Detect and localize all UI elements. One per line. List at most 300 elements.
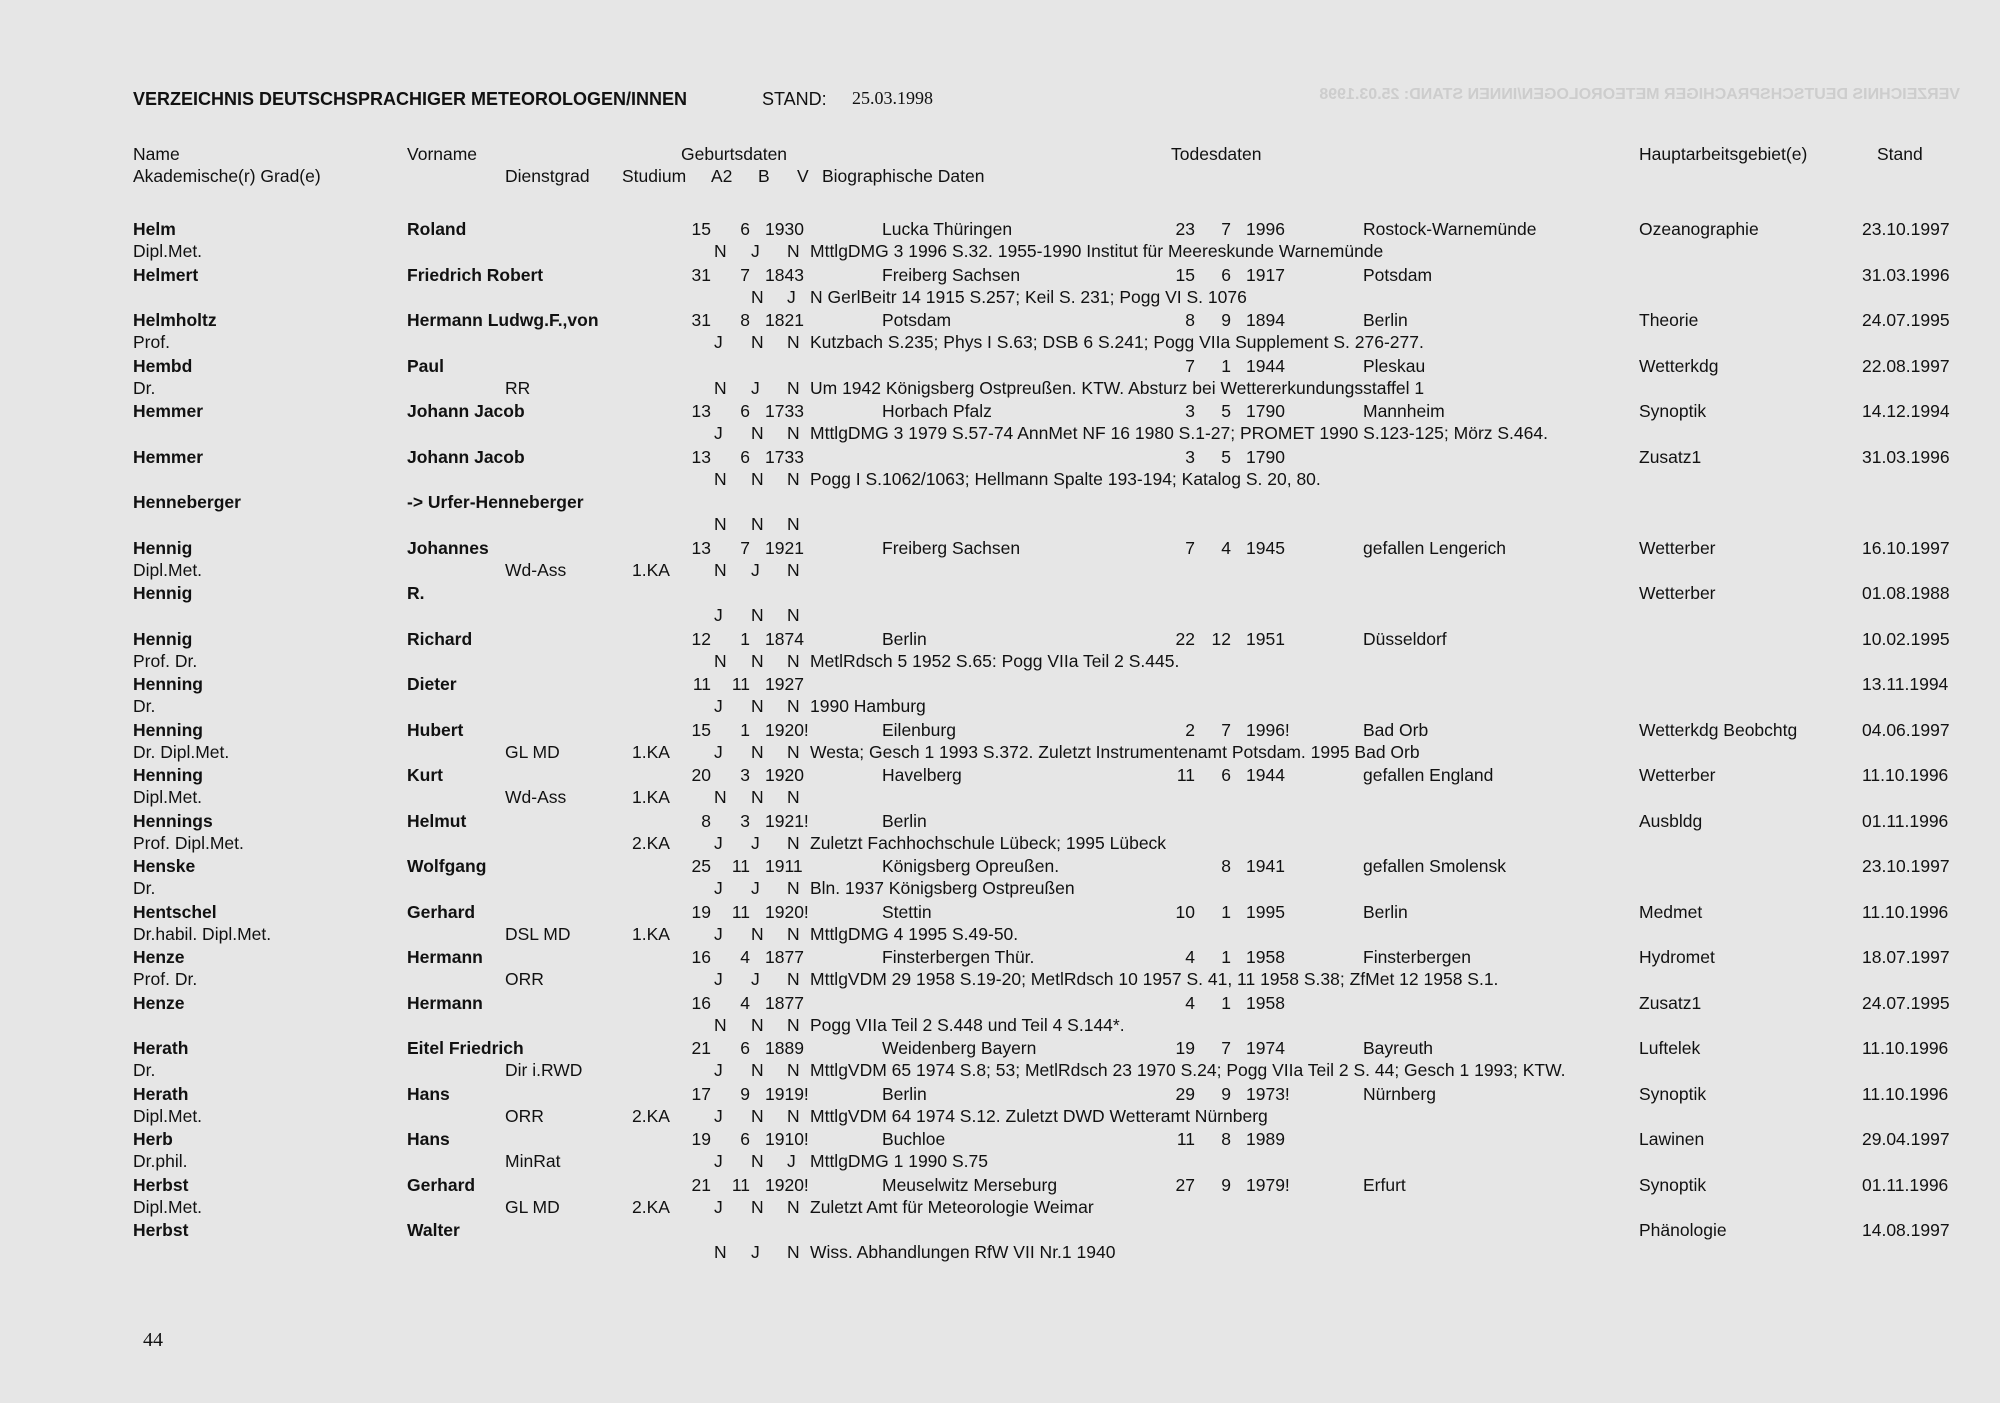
birth-year: 1733: [765, 446, 804, 467]
academic-degree: Dipl.Met.: [133, 787, 203, 807]
birth-year: 1919!: [765, 1083, 809, 1104]
entry-first-name: Helmut: [407, 810, 467, 831]
flag-v: J: [787, 1151, 796, 1171]
stand-label: STAND:: [762, 89, 827, 109]
flag-b: N: [751, 514, 764, 534]
col-header-vorname: Vorname: [407, 144, 478, 164]
stand-date: 11.10.1996: [1862, 1038, 1949, 1058]
flag-a2: N: [714, 1242, 727, 1262]
birth-year: 1733: [765, 401, 804, 421]
death-month: 1: [1221, 901, 1231, 922]
entry-row: [0, 765, 2000, 787]
flag-b: N: [751, 696, 764, 716]
flag-b: J: [751, 377, 760, 398]
entry-name: Henze: [133, 992, 185, 1013]
birth-day: 12: [691, 628, 711, 649]
entry-detail-row: [0, 423, 2000, 445]
stand-date: 11.10.1996: [1862, 901, 1949, 922]
birth-place: Buchloe: [882, 1129, 946, 1149]
flag-v: N: [787, 787, 800, 807]
flag-v: N: [787, 241, 800, 261]
death-day: 7: [1185, 537, 1195, 558]
stand-date: 23.10.1997: [1862, 219, 1950, 239]
flag-b: N: [751, 1105, 764, 1126]
birth-day: 21: [691, 1174, 711, 1195]
stand-date: 16.10.1997: [1862, 537, 1950, 558]
birth-month: 3: [740, 810, 750, 831]
academic-degree: Dr.: [133, 878, 156, 898]
biographical-data: N GerlBeitr 14 1915 S.257; Keil S. 231; Pogg VI S. 1076: [810, 286, 1247, 307]
flag-v: N: [787, 832, 800, 853]
entry-row: [0, 492, 2000, 514]
study: 1.KA: [632, 741, 670, 762]
flag-b: N: [751, 1014, 764, 1035]
death-year: 1790: [1246, 401, 1285, 421]
death-month: 12: [1211, 628, 1231, 649]
death-month: 6: [1221, 264, 1231, 285]
col-header-b: B: [758, 166, 770, 186]
birth-day: 16: [691, 992, 711, 1013]
entry-name: Hennig: [133, 537, 193, 558]
entry-first-name: R.: [407, 583, 425, 603]
birth-month: 8: [740, 310, 750, 330]
work-field: Ozeanographie: [1639, 219, 1759, 239]
death-year: 1974: [1246, 1038, 1285, 1058]
service-rank: Wd-Ass: [505, 787, 567, 807]
stand-date: 14.08.1997: [1862, 1220, 1950, 1240]
academic-degree: Dr.: [133, 1060, 156, 1080]
entry-first-name: Hermann: [407, 992, 483, 1013]
death-day: 10: [1175, 901, 1195, 922]
entry-first-name: Richard: [407, 628, 473, 649]
entry-detail-row: [0, 469, 2000, 491]
col-header-a2: A2: [711, 166, 733, 186]
flag-b: N: [751, 923, 764, 944]
entry-name: Hennig: [133, 628, 193, 649]
birth-day: 20: [691, 765, 711, 785]
entry-detail-row: [0, 878, 2000, 900]
entry-name: Herath: [133, 1038, 189, 1058]
birth-day: 15: [691, 719, 711, 740]
stand-date: 11.10.1996: [1862, 1083, 1949, 1104]
biographical-data: MetlRdsch 5 1952 S.65: Pogg VIIa Teil 2 S.445.: [810, 650, 1180, 671]
flag-v: N: [787, 423, 800, 443]
entry-detail-row: [0, 514, 2000, 536]
death-year: 1944: [1246, 765, 1285, 785]
death-day: 22: [1175, 628, 1195, 649]
death-month: 9: [1221, 1174, 1231, 1195]
entry-row: [0, 1038, 2000, 1060]
biographical-data: Kutzbach S.235; Phys I S.63; DSB 6 S.241; Pogg VIIa Supplement S. 276-277.: [810, 332, 1424, 352]
flag-v: N: [787, 468, 800, 489]
col-header-studium: Studium: [622, 166, 687, 186]
entry-detail-row: [0, 969, 2000, 991]
service-rank: Wd-Ass: [505, 559, 567, 580]
flag-a2: J: [714, 878, 723, 898]
flag-a2: J: [714, 1196, 723, 1217]
birth-month: 6: [740, 219, 750, 239]
entry-first-name: Hans: [407, 1083, 450, 1104]
entry-name: Hennings: [133, 810, 213, 831]
entry-detail-row: [0, 605, 2000, 627]
death-day: 4: [1185, 992, 1195, 1013]
flag-v: N: [787, 332, 800, 352]
work-field: Ausbldg: [1639, 810, 1703, 831]
flag-v: N: [787, 559, 800, 580]
biographical-data: Bln. 1937 Königsberg Ostpreußen: [810, 878, 1075, 898]
entry-row: [0, 265, 2000, 287]
flag-v: N: [787, 923, 800, 944]
flag-a2: J: [714, 832, 723, 853]
birth-day: 11: [692, 674, 711, 694]
birth-month: 9: [740, 1083, 750, 1104]
entry-first-name: Dieter: [407, 674, 457, 694]
flag-b: N: [751, 787, 764, 807]
death-month: 7: [1221, 719, 1231, 740]
death-day: 29: [1175, 1083, 1195, 1104]
entry-row: [0, 720, 2000, 742]
entry-detail-row: [0, 287, 2000, 309]
death-year: 1945: [1246, 537, 1285, 558]
birth-day: 31: [691, 264, 711, 285]
entry-row: [0, 583, 2000, 605]
service-rank: Dir i.RWD: [505, 1060, 583, 1080]
flag-a2: J: [714, 1060, 723, 1080]
birth-year: 1910!: [765, 1129, 809, 1149]
flag-v: N: [787, 1105, 800, 1126]
death-year: 1989: [1246, 1129, 1285, 1149]
stand-date: 23.10.1997: [1862, 856, 1950, 876]
biographical-data: Pogg I S.1062/1063; Hellmann Spalte 193-194; Katalog S. 20, 80.: [810, 468, 1321, 489]
birth-day: 19: [691, 901, 711, 922]
entry-detail-row: [0, 332, 2000, 354]
entry-detail-row: [0, 1060, 2000, 1082]
biographical-data: Pogg VIIa Teil 2 S.448 und Teil 4 S.144*.: [810, 1014, 1125, 1035]
death-place: Finsterbergen: [1363, 947, 1471, 967]
biographical-data: MttlgDMG 4 1995 S.49-50.: [810, 923, 1019, 944]
entry-first-name: Eitel Friedrich: [407, 1038, 524, 1058]
flag-v: N: [787, 1242, 800, 1262]
stand-date: 24.07.1995: [1862, 310, 1950, 330]
entry-name: Hentschel: [133, 901, 217, 922]
entry-detail-row: [0, 1242, 2000, 1264]
birth-place: Stettin: [882, 901, 932, 922]
death-place: Berlin: [1363, 901, 1408, 922]
study: 1.KA: [632, 923, 670, 944]
entry-first-name: Gerhard: [407, 1174, 476, 1195]
flag-b: N: [751, 1060, 764, 1080]
birth-year: 1843: [765, 264, 804, 285]
flag-b: N: [751, 468, 764, 489]
death-month: 5: [1221, 446, 1231, 467]
study: 1.KA: [632, 559, 670, 580]
entry-first-name: Johannes: [407, 537, 489, 558]
entry-detail-row: [0, 742, 2000, 764]
death-place: Erfurt: [1363, 1174, 1406, 1195]
birth-day: 21: [691, 1038, 711, 1058]
death-year: 1894: [1246, 310, 1285, 330]
entry-detail-row: [0, 651, 2000, 673]
col-header-name: Name: [133, 144, 180, 164]
death-month: 5: [1221, 401, 1231, 421]
entry-first-name: Hans: [407, 1129, 450, 1149]
death-place: gefallen Smolensk: [1363, 856, 1506, 876]
death-month: 9: [1221, 310, 1231, 330]
entry-row: [0, 1084, 2000, 1106]
flag-v: N: [787, 696, 800, 716]
entry-name: Helmert: [133, 264, 199, 285]
death-place: Bad Orb: [1363, 719, 1429, 740]
flag-b: J: [751, 559, 760, 580]
birth-place: Lucka Thüringen: [882, 219, 1013, 239]
birth-month: 1: [740, 719, 750, 740]
entry-first-name: Hermann: [407, 947, 483, 967]
flag-a2: N: [714, 559, 727, 580]
flag-v: N: [787, 514, 800, 534]
work-field: Luftelek: [1639, 1038, 1701, 1058]
birth-place: Potsdam: [882, 310, 952, 330]
biographical-data: Um 1942 Königsberg Ostpreußen. KTW. Absturz bei Wettererkundungsstaffel 1: [810, 377, 1425, 398]
stand-date: 01.08.1988: [1862, 583, 1950, 603]
birth-day: 31: [691, 310, 711, 330]
birth-month: 1: [740, 628, 750, 649]
study: 1.KA: [632, 787, 670, 807]
birth-year: 1889: [765, 1038, 804, 1058]
death-day: 11: [1176, 765, 1195, 785]
study: 2.KA: [632, 1196, 670, 1217]
academic-degree: Prof. Dr.: [133, 650, 198, 671]
birth-month: 6: [740, 1038, 750, 1058]
flag-a2: N: [714, 787, 727, 807]
work-field: Zusatz1: [1639, 446, 1702, 467]
birth-place: Berlin: [882, 628, 927, 649]
birth-month: 3: [740, 765, 750, 785]
work-field: Wetterber: [1639, 765, 1716, 785]
flag-a2: J: [714, 423, 723, 443]
death-place: Berlin: [1363, 310, 1408, 330]
birth-year: 1874: [765, 628, 804, 649]
birth-year: 1821: [765, 310, 804, 330]
death-year: 1951: [1246, 628, 1285, 649]
stand-date: 31.03.1996: [1862, 446, 1950, 467]
death-year: 1958: [1246, 992, 1285, 1013]
entry-first-name: -> Urfer-Henneberger: [407, 492, 584, 512]
flag-v: N: [787, 969, 800, 989]
entry-name: Hennig: [133, 583, 193, 603]
work-field: Wetterber: [1639, 537, 1716, 558]
entry-name: Hemmer: [133, 446, 204, 467]
death-place: Düsseldorf: [1363, 628, 1447, 649]
entry-row: [0, 993, 2000, 1015]
death-day: 23: [1175, 219, 1195, 239]
academic-degree: Dipl.Met.: [133, 241, 203, 261]
birth-year: 1920!: [765, 901, 809, 922]
birth-year: 1927: [765, 674, 804, 694]
stand-date: 01.11.1996: [1862, 810, 1949, 831]
document-title: VERZEICHNIS DEUTSCHSPRACHIGER METEOROLOGEN/INNEN: [133, 89, 688, 109]
entry-detail-row: [0, 787, 2000, 809]
death-day: 19: [1175, 1038, 1195, 1058]
stand-date: 14.12.1994: [1862, 401, 1950, 421]
stand-date: 11.10.1996: [1862, 765, 1949, 785]
death-year: 1979!: [1246, 1174, 1290, 1195]
work-field: Medmet: [1639, 901, 1703, 922]
birth-place: Berlin: [882, 810, 927, 831]
birth-place: Weidenberg Bayern: [882, 1038, 1037, 1058]
biographical-data: 1990 Hamburg: [810, 696, 926, 716]
death-day: 3: [1185, 446, 1195, 467]
birth-year: 1921: [765, 537, 804, 558]
birth-year: 1911: [765, 856, 803, 876]
entry-row: [0, 674, 2000, 696]
service-rank: RR: [505, 377, 531, 398]
study: 2.KA: [632, 832, 670, 853]
entry-name: Henning: [133, 674, 203, 694]
birth-day: 13: [691, 401, 711, 421]
entry-row: [0, 1220, 2000, 1242]
entry-row: [0, 1175, 2000, 1197]
entry-first-name: Gerhard: [407, 901, 476, 922]
birth-place: Meuselwitz Merseburg: [882, 1174, 1058, 1195]
flag-b: N: [751, 332, 764, 352]
flag-b: N: [751, 1196, 764, 1217]
biographical-data: Zuletzt Amt für Meteorologie Weimar: [810, 1196, 1094, 1217]
flag-a2: N: [714, 1014, 727, 1035]
death-year: 1973!: [1246, 1083, 1290, 1104]
birth-day: 19: [691, 1129, 711, 1149]
flag-a2: J: [714, 923, 723, 944]
biographical-data: MttlgDMG 1 1990 S.75: [810, 1151, 988, 1171]
page-number: 44: [143, 1329, 163, 1351]
death-month: 1: [1221, 947, 1231, 967]
birth-year: 1920: [765, 765, 804, 785]
birth-month: 11: [731, 1174, 750, 1195]
stand-date: 31.03.1996: [1862, 264, 1950, 285]
work-field: Wetterber: [1639, 583, 1716, 603]
entry-name: Helmholtz: [133, 310, 217, 330]
flag-v: N: [787, 1014, 800, 1035]
entry-first-name: Hermann Ludwg.F.,von: [407, 310, 599, 330]
birth-year: 1930: [765, 219, 804, 239]
service-rank: ORR: [505, 1105, 544, 1126]
death-month: 7: [1221, 1038, 1231, 1058]
entry-row: [0, 629, 2000, 651]
death-place: gefallen England: [1363, 765, 1494, 785]
entry-row: [0, 856, 2000, 878]
academic-degree: Prof. Dipl.Met.: [133, 832, 244, 853]
entry-detail-row: [0, 560, 2000, 582]
flag-a2: N: [714, 241, 727, 261]
entry-row: [0, 947, 2000, 969]
stand-date: 22.08.1997: [1862, 355, 1950, 376]
death-month: 8: [1221, 856, 1231, 876]
birth-place: Freiberg Sachsen: [882, 264, 1021, 285]
flag-b: J: [751, 832, 760, 853]
death-month: 1: [1221, 992, 1231, 1013]
entry-detail-row: [0, 833, 2000, 855]
flag-b: J: [751, 878, 760, 898]
death-day: 2: [1185, 719, 1195, 740]
death-day: 4: [1185, 947, 1195, 967]
flag-a2: J: [714, 741, 723, 762]
death-year: 1996!: [1246, 719, 1290, 740]
flag-v: N: [787, 605, 800, 625]
work-field: Lawinen: [1639, 1129, 1705, 1149]
birth-day: 8: [701, 810, 711, 831]
biographical-data: MttlgVDM 64 1974 S.12. Zuletzt DWD Wetteramt Nürnberg: [810, 1105, 1268, 1126]
birth-day: 17: [691, 1083, 711, 1104]
entry-first-name: Friedrich Robert: [407, 264, 544, 285]
work-field: Wetterkdg Beobchtg: [1639, 719, 1798, 740]
birth-month: 6: [740, 1129, 750, 1149]
flag-v: N: [787, 878, 800, 898]
death-month: 9: [1221, 1083, 1231, 1104]
entry-row: [0, 811, 2000, 833]
death-year: 1996: [1246, 219, 1285, 239]
stand-date: 29.04.1997: [1862, 1129, 1950, 1149]
flag-v: N: [787, 1060, 800, 1080]
flag-v: J: [787, 286, 796, 307]
entry-first-name: Roland: [407, 219, 467, 239]
academic-degree: Dr.habil. Dipl.Met.: [133, 923, 272, 944]
entry-first-name: Wolfgang: [407, 856, 487, 876]
birth-place: Horbach Pfalz: [882, 401, 992, 421]
service-rank: ORR: [505, 969, 544, 989]
death-day: 7: [1185, 355, 1195, 376]
death-year: 1958: [1246, 947, 1285, 967]
death-place: Pleskau: [1363, 355, 1426, 376]
flag-a2: N: [714, 650, 727, 671]
stand-date: 13.11.1994: [1862, 674, 1949, 694]
flag-v: N: [787, 1196, 800, 1217]
death-place: gefallen Lengerich: [1363, 537, 1507, 558]
entry-first-name: Paul: [407, 355, 444, 376]
flag-b: J: [751, 1242, 760, 1262]
flag-b: N: [751, 1151, 764, 1171]
stand-date: 04.06.1997: [1862, 719, 1950, 740]
entry-name: Herbst: [133, 1174, 189, 1195]
birth-month: 7: [740, 264, 750, 285]
academic-degree: Dipl.Met.: [133, 1105, 203, 1126]
birth-place: Königsberg Opreußen.: [882, 856, 1060, 876]
death-year: 1944: [1246, 355, 1285, 376]
entry-row: [0, 1129, 2000, 1151]
academic-degree: Dr.: [133, 377, 156, 398]
birth-day: 15: [691, 219, 711, 239]
col-header-todesdaten: Todesdaten: [1171, 144, 1262, 164]
flag-b: J: [751, 241, 760, 261]
entry-first-name: Kurt: [407, 765, 443, 785]
academic-degree: Dr. Dipl.Met.: [133, 741, 230, 762]
birth-place: Havelberg: [882, 765, 962, 785]
work-field: Zusatz1: [1639, 992, 1702, 1013]
flag-a2: J: [714, 605, 723, 625]
work-field: Wetterkdg: [1639, 355, 1719, 376]
entry-row: [0, 447, 2000, 469]
flag-b: N: [751, 650, 764, 671]
entry-first-name: Johann Jacob: [407, 401, 525, 421]
col-header-geburtsdaten: Geburtsdaten: [681, 144, 788, 164]
birth-month: 4: [740, 992, 750, 1013]
birth-day: 25: [691, 856, 711, 876]
entry-first-name: Walter: [407, 1220, 460, 1240]
academic-degree: Dipl.Met.: [133, 559, 203, 580]
flag-b: N: [751, 286, 764, 307]
flag-b: N: [751, 605, 764, 625]
col-header-hauptarbeitsgebiet: Hauptarbeitsgebiet(e): [1639, 144, 1808, 164]
birth-year: 1877: [765, 947, 804, 967]
col-header-grad: Akademische(r) Grad(e): [133, 166, 321, 186]
